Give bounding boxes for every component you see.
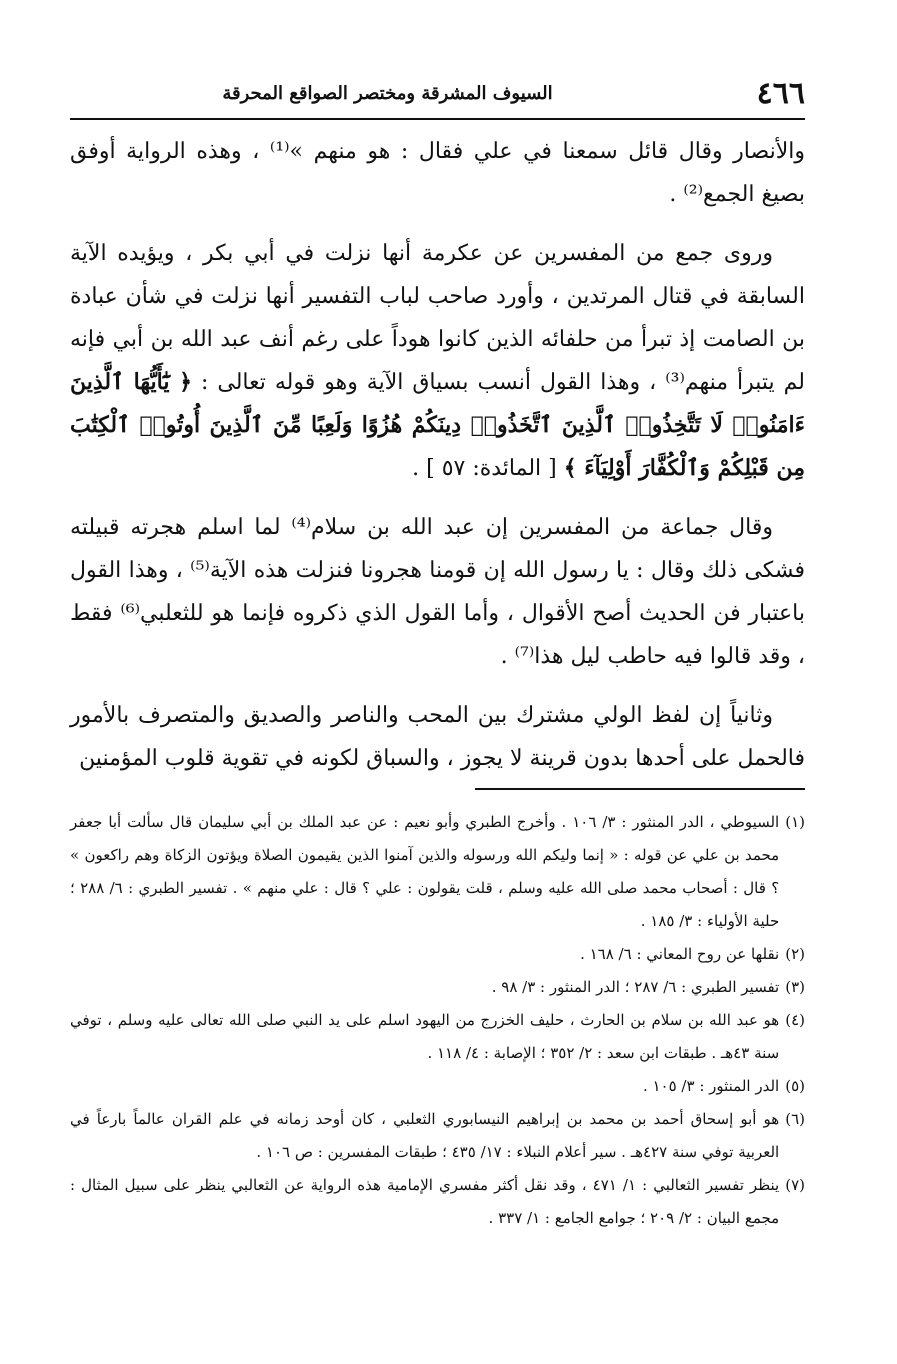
- page-number: ٤٦٦: [756, 76, 805, 111]
- footnote-number: (٥): [785, 1077, 805, 1095]
- paragraph-2-text: وروى جمع من المفسرين عن عكرمة أنها نزلت في أبي بكر ، ويؤيده الآية السابقة في قتال المرتدين ، وأورد صاحب لباب التفسير أنها نزلت في شأن عبادة بن الصامت إذ تبرأ من حلفائه الذين كانوا هوداً على رغم أنف عبد الله بن أبي فإنه لم يتبرأ منهم⁽³⁾ ، وهذا القول أنسب بسياق الآية وهو قوله تعالى :: [70, 241, 806, 395]
- footnote-number: (٢): [785, 945, 805, 963]
- page-header: [70, 76, 805, 116]
- quran-verse: ﴿ يَٰٓأَيُّهَا ٱلَّذِينَ ءَامَنُوا۟ لَا تَتَّخِذُوا۟ ٱلَّذِينَ ٱتَّخَذُوا۟ دِينَكُمْ هُزُوًا وَلَعِبًا مِّنَ ٱلَّذِينَ أُوتُوا۟ ٱلْكِتَٰبَ مِن قَبْلِكُمْ وَٱلْكُفَّارَ أَوْلِيَآءَ ﴾: [70, 369, 805, 481]
- footnote-text: تفسير الطبري : ٦/ ٢٨٧ ؛ الدر المنثور : ٣/ ٩٨ .: [491, 978, 780, 996]
- verse-reference: [ المائدة: ٥٧ ] .: [412, 456, 557, 481]
- paragraph-2: [70, 232, 805, 490]
- footnote: [70, 1103, 805, 1169]
- paragraph-1: والأنصار وقال قائل سمعنا في علي فقال : هو منهم »⁽¹⁾ ، وهذه الرواية أوفق بصيغ الجمع⁽²⁾ .: [70, 139, 805, 207]
- footnote-number: (١): [785, 813, 805, 831]
- paragraph-4: وثانياً إن لفظ الولي مشترك بين المحب والناصر والصديق والمتصرف بالأمور فالحمل على أحدها بدون قرينة لا يجوز ، والسباق لكونه في تقوية قلوب المؤمنين: [70, 703, 805, 771]
- footnote: [70, 1070, 805, 1103]
- header-divider: [70, 118, 805, 120]
- footnote-number: (٧): [785, 1176, 805, 1194]
- footnote-number: (٦): [785, 1110, 805, 1128]
- footnote-text: هو أبو إسحاق أحمد بن محمد بن إبراهيم النيسابوري الثعلبي ، كان أوحد زمانه في علم القران عالماً بارعاً في العربية توفي سنة ٤٢٧هـ . سير أعلام النبلاء : ١٧/ ٤٣٥ ؛ طبقات المفسرين : ص ١٠٦ .: [70, 1110, 780, 1161]
- main-text: [70, 130, 805, 796]
- footnote-divider: [475, 788, 805, 790]
- footnote: [70, 971, 805, 1004]
- footnote: [70, 1004, 805, 1070]
- footnote: [70, 1169, 805, 1235]
- footnote-number: (٣): [785, 978, 805, 996]
- footnote: [70, 938, 805, 971]
- footnotes: [70, 806, 805, 1235]
- footnote: [70, 806, 805, 938]
- paragraph-3: وقال جماعة من المفسرين إن عبد الله بن سلام⁽⁴⁾ لما اسلم هجرته قبيلته فشكى ذلك وقال : يا رسول الله إن قومنا هجرونا فنزلت هذه الآية⁽⁵⁾ ، وهذا القول باعتبار فن الحديث أصح الأقوال ، وأما القول الذي ذكروه فإنما هو للثعلبي⁽⁶⁾ فقط ، وقد قالوا فيه حاطب ليل هذا⁽⁷⁾ .: [70, 515, 805, 669]
- footnote-text: السيوطي ، الدر المنثور : ٣/ ١٠٦ . وأخرج الطبري وأبو نعيم : عن عبد الملك بن أبي سليمان قال سألت أبا جعفر محمد بن علي عن قوله : « إنما وليكم الله ورسوله والذين آمنوا الذين يقيمون الصلاة ويؤتون الزكاة وهم راكعون » ؟ قال : أصحاب محمد صلى الله عليه وسلم ، قلت يقولون : علي ؟ قال : علي منهم » . تفسير الطبري : ٦/ ٢٨٨ ؛ حلية الأولياء : ٣/ ١٨٥ .: [70, 813, 780, 930]
- footnote-text: ينظر تفسير الثعالبي : ١/ ٤٧١ ، وقد نقل أكثر مفسري الإمامية هذه الرواية عن الثعالبي ينظر على سبيل المثال : مجمع البيان : ٢/ ٢٠٩ ؛ جوامع الجامع : ١/ ٣٣٧ .: [70, 1176, 780, 1227]
- footnote-text: هو عبد الله بن سلام بن الحارث ، حليف الخزرج من اليهود اسلم على يد النبي صلى الله تعالى عليه وسلم ، توفي سنة ٤٣هـ . طبقات ابن سعد : ٢/ ٣٥٢ ؛ الإصابة : ٤/ ١١٨ .: [70, 1011, 780, 1062]
- footnote-number: (٤): [785, 1011, 805, 1029]
- footnote-text: الدر المنثور : ٣/ ١٠٥ .: [642, 1077, 780, 1095]
- footnote-text: نقلها عن روح المعاني : ٦/ ١٦٨ .: [580, 945, 780, 963]
- running-title: السيوف المشرقة ومختصر الصواقع المحرقة: [222, 83, 553, 104]
